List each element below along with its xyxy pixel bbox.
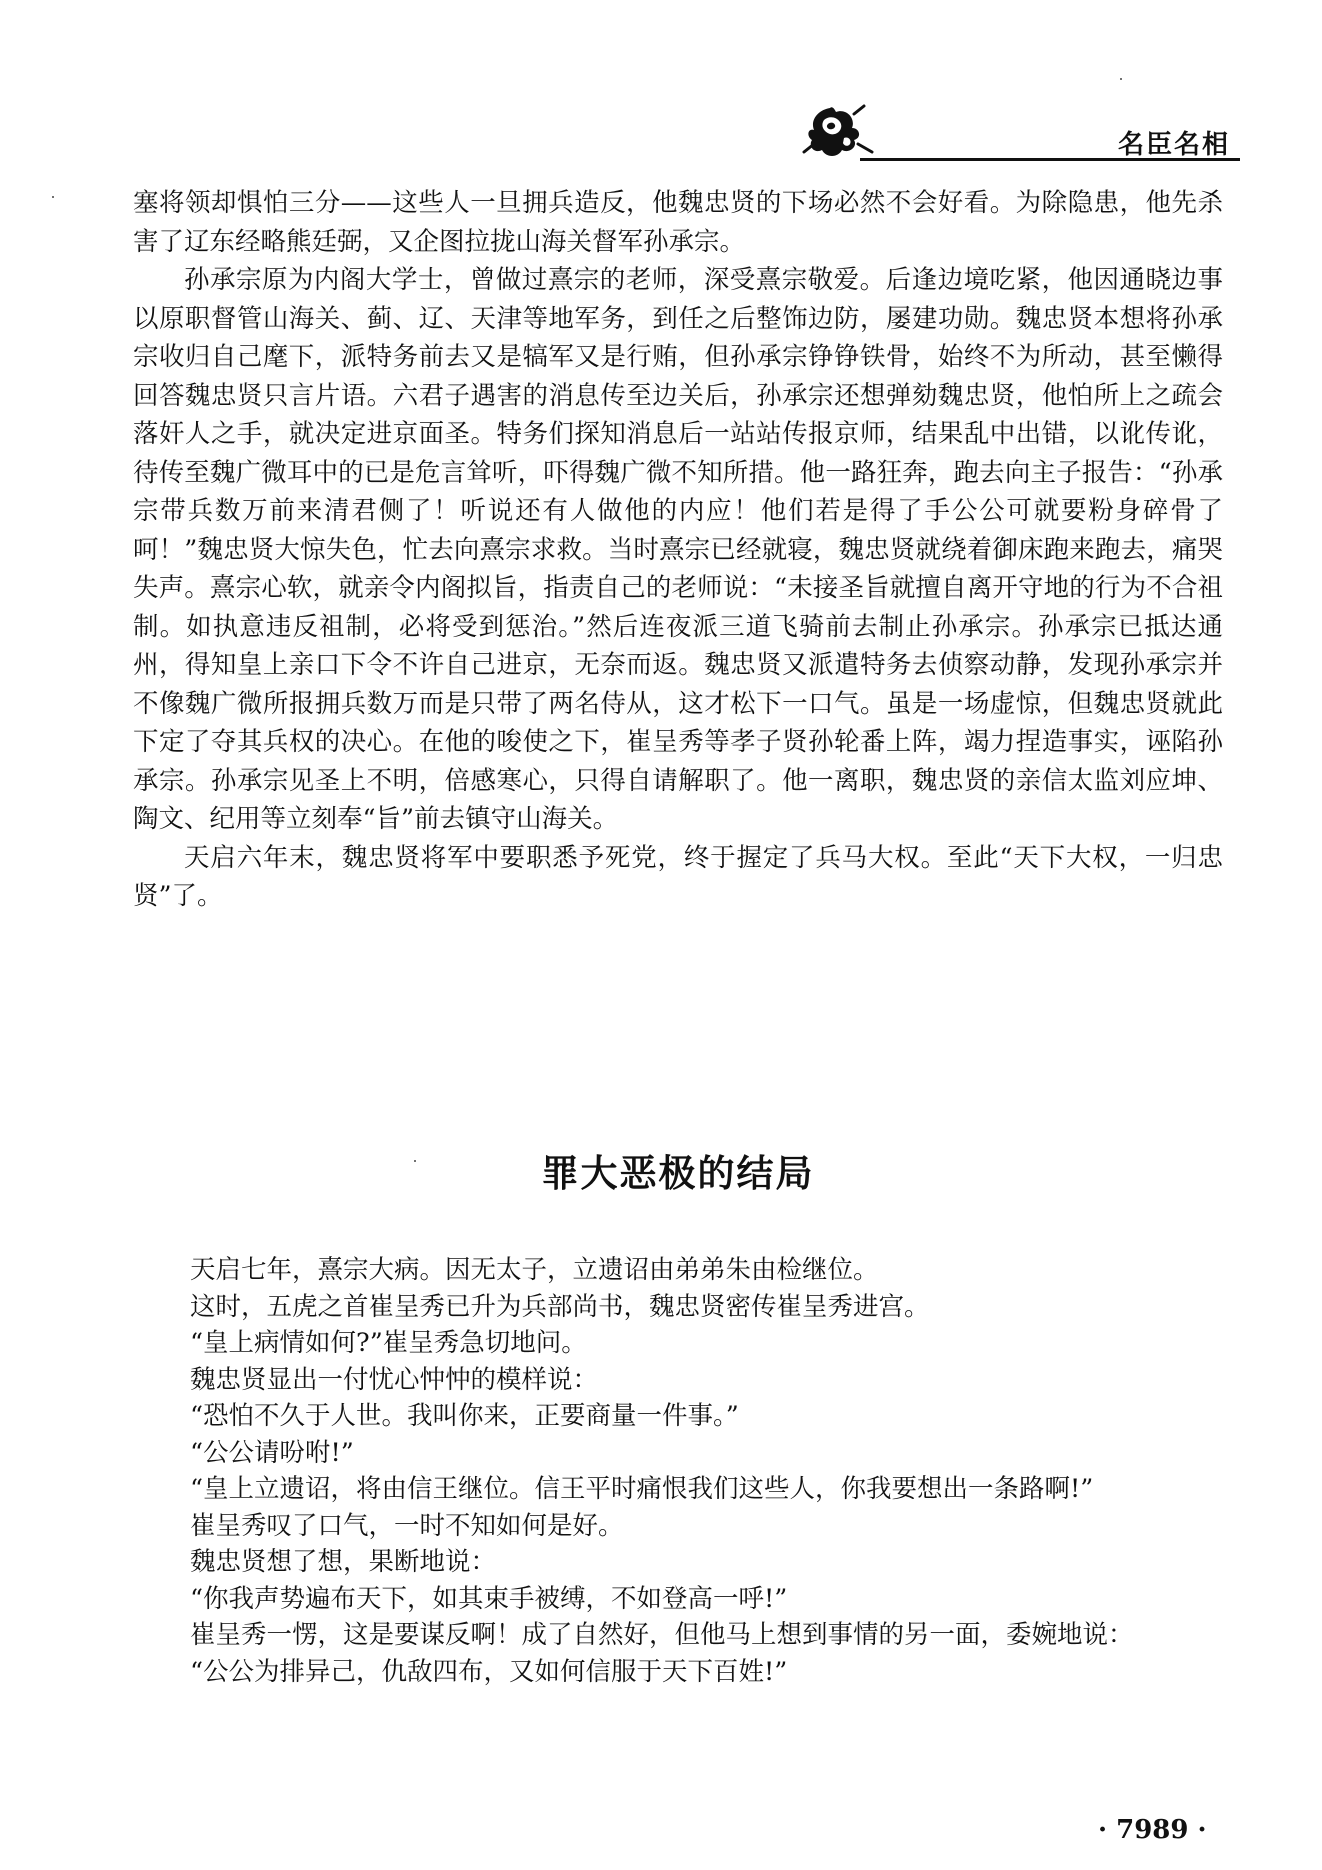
page-number: · 7989 · bbox=[1098, 1815, 1207, 1845]
dialog-line: “皇上病情如何?”崔呈秀急切地问。 bbox=[190, 1328, 587, 1358]
dialog-line: “公公为排异己，仇敌四布，又如何信服于天下百姓!” bbox=[190, 1656, 788, 1687]
dragon-icon bbox=[800, 100, 878, 162]
running-header bbox=[800, 100, 1240, 162]
dialog-line: “公公请吩咐!” bbox=[190, 1437, 354, 1468]
dialog-line: 崔呈秀一愣，这是要谋反啊！成了自然好，但他马上想到事情的另一面，委婉地说： bbox=[190, 1620, 1134, 1650]
running-header-title: 名臣名相 bbox=[1117, 130, 1230, 160]
dialog-line: 魏忠贤想了想，果断地说： bbox=[190, 1547, 497, 1577]
scan-speck bbox=[1120, 78, 1122, 80]
dialog-line: “你我声势遍布天下，如其束手被缚，不如登高一呼!” bbox=[190, 1583, 788, 1614]
dialog-line: 天启七年，熹宗大病。因无太子，立遗诏由弟弟朱由检继位。 bbox=[190, 1255, 879, 1285]
paragraph: 孙承宗原为内阁大学士，曾做过熹宗的老师，深受熹宗敬爱。后逢边境吃紧，他因通晓边事以原职督管山海关、蓟、辽、天津等地军务，到任之后整饰边防，屡建功勋。魏忠贤本想将孙承宗收归自己麾下，派特务前去又是犒军又是行贿，但孙承宗铮铮铁骨，始终不为所动，甚至懒得回答魏忠贤只言片语。六君子遇害的消息传至边关后，孙承宗还想弹劾魏忠贤，他怕所上之疏会落奸人之手，就决定进京面圣。特务们探知消息后一站站传报京师，结果乱中出错，以讹传讹，待传至魏广微耳中的已是危言耸听，吓得魏广微不知所措。他一路狂奔，跑去向主子报告：“孙承宗带兵数万前来清君侧了！听说还有人做他的内应！他们若是得了手公公可就要粉身碎骨了呵！”魏忠贤大惊失色，忙去向熹宗求救。当时熹宗已经就寝，魏忠贤就绕着御床跑来跑去，痛哭失声。熹宗心软，就亲令内阁拟旨，指责自己的老师说：“未接圣旨就擅自离开守地的行为不合祖制。如执意违反祖制，必将受到惩治。”然后连夜派三道飞骑前去制止孙承宗。孙承宗已抵达通州，得知皇上亲口下令不许自己进京，无奈而返。魏忠贤又派遣特务去侦察动静，发现孙承宗并不像魏广微所报拥兵数万而是只带了两名侍从，这才松下一口气。虽是一场虚惊，但魏忠贤就此下定了夺其兵权的决心。在他的唆使之下，崔呈秀等孝子贤孙轮番上阵，竭力捏造事实，诬陷孙承宗。孙承宗见圣上不明，倍感寒心，只得自请解职了。他一离职，魏忠贤的亲信太监刘应坤、陶文、纪用等立刻奉“旨”前去镇守山海关。 bbox=[133, 265, 1223, 834]
dialog-line: 魏忠贤显出一付忧心忡忡的模样说： bbox=[190, 1364, 599, 1395]
dialog-line: 崔呈秀叹了口气，一时不知如何是好。 bbox=[190, 1510, 624, 1541]
body-text bbox=[133, 184, 1223, 916]
dialog-section bbox=[133, 1252, 1223, 1690]
paragraph: 塞将领却惧怕三分——这些人一旦拥兵造反，他魏忠贤的下场必然不会好看。为除隐患，他先杀害了辽东经略熊廷弼，又企图拉拢山海关督军孙承宗。 bbox=[133, 188, 1223, 257]
scan-speck bbox=[52, 196, 54, 198]
section-title: 罪大恶极的结局 bbox=[541, 1152, 815, 1195]
dialog-line: 这时，五虎之首崔呈秀已升为兵部尚书，魏忠贤密传崔呈秀进宫。 bbox=[190, 1291, 930, 1322]
paragraph: 天启六年末，魏忠贤将军中要职悉予死党，终于握定了兵马大权。至此“天下大权，一归忠贤”了。 bbox=[133, 842, 1223, 911]
dialog-line: “皇上立遗诏，将由信王继位。信王平时痛恨我们这些人，你我要想出一条路啊!” bbox=[190, 1474, 1094, 1504]
dialog-line: “恐怕不久于人世。我叫你来，正要商量一件事。” bbox=[190, 1401, 739, 1431]
scan-speck bbox=[414, 1160, 416, 1162]
